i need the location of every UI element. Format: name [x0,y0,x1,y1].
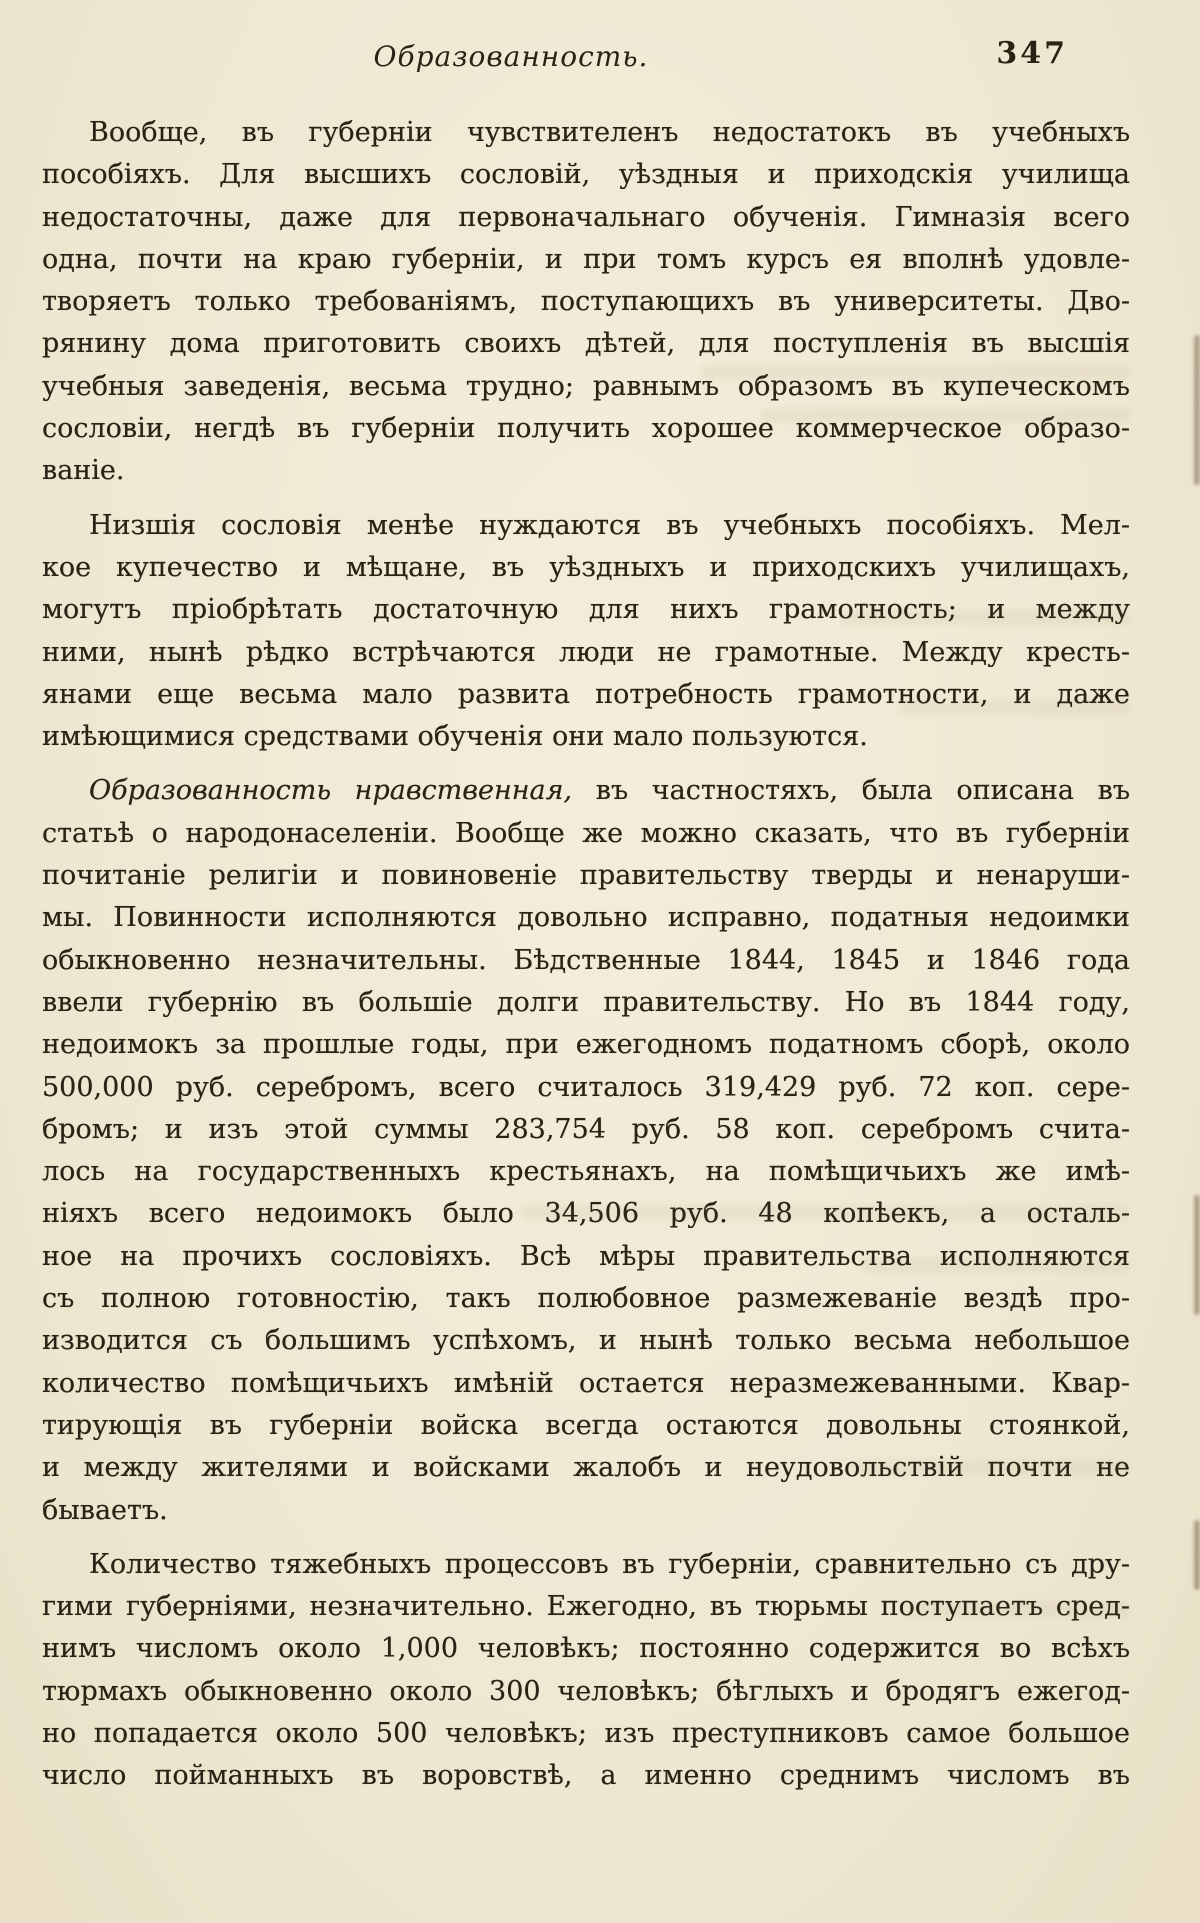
text-line: гими губерніями, незначительно. Ежегодно, въ тюрьмы поступаетъ сред- [42,1591,1130,1623]
scan-artifact [900,700,1130,715]
text-line: почитаніе религіи и повиновеніе правительству тверды и ненаруши- [42,860,1130,892]
scan-artifact [700,365,1130,380]
text-line: Вообще, въ губерніи чувствителенъ недостатокъ въ учебныхъ [89,117,1130,148]
scan-artifact [1194,1195,1200,1315]
text-line: кое купечество и мѣщане, въ уѣздныхъ и приходскихъ училищахъ, [42,551,1130,583]
running-head: Образованность. [373,40,649,73]
scan-artifact [850,1460,1130,1475]
text-line: имѣющимися средствами обученія они мало пользуются. [42,721,868,753]
page-header [0,0,1200,100]
text-line: янами еще весьма мало развита потребность грамотности, и даже [42,678,1130,710]
text-line: лось на государственныхъ крестьянахъ, на помѣщичьихъ же имѣ- [42,1156,1130,1188]
text-line: учебныя заведенія, весьма трудно; равнымъ образомъ въ купеческомъ [42,370,1130,402]
text-line: 500,000 руб. серебромъ, всего считалось 319,429 руб. 72 коп. сере- [42,1071,1130,1103]
text-line: одна, почти на краю губерніи, и при томъ курсъ ея вполнѣ удовле- [42,243,1130,275]
text-line: обыкновенно незначительны. Бѣдственные 1844, 1845 и 1846 года [42,944,1130,976]
text-line: недостаточны, даже для первоначальнаго обученія. Гимназія всего [42,201,1130,233]
paragraph [42,505,1130,759]
text-line: пособіяхъ. Для высшихъ сословій, уѣздныя и приходскія училища [42,159,1130,191]
text-line: число пойманныхъ въ воровствѣ, а именно среднимъ числомъ въ [42,1760,1130,1792]
scan-artifact [760,408,1130,423]
page-number: 347 [996,36,1068,71]
text-line: бываетъ. [42,1494,168,1526]
text-line: изводится съ большимъ успѣхомъ, и нынѣ только весьма небольшое [42,1325,1130,1357]
text-line: Низшія сословія менѣе нуждаются въ учебныхъ пособіяхъ. Мел- [89,509,1130,541]
text-line: Количество тяжебныхъ процессовъ въ губерніи, сравнительно съ дру- [89,1548,1130,1580]
text-line: съ полною готовностію, такъ полюбовное размежеваніе вездѣ про- [42,1283,1130,1315]
text-line: нимъ числомъ около 1,000 человѣкъ; постоянно содержится во всѣхъ [42,1633,1130,1665]
paragraph [42,1544,1130,1798]
text-line: рянину дома приготовить своихъ дѣтей, для поступленія въ высшія [42,328,1130,360]
scan-artifact [520,1205,1130,1220]
text-line: ное на прочихъ сословіяхъ. Всѣ мѣры правительства исполняются [42,1240,1130,1272]
paragraph [42,770,1130,1531]
text-line: недоимокъ за прошлые годы, при ежегодномъ податномъ сборѣ, около [42,1029,1130,1061]
text-line: тюрмахъ обыкновенно около 300 человѣкъ; бѣглыхъ и бродягъ ежегод- [42,1675,1130,1707]
scan-artifact [840,610,1130,625]
text-line: и между жителями и войсками жалобъ и неудовольствій почти не [42,1452,1130,1484]
text-line: могутъ пріобрѣтать достаточную для нихъ грамотность; и между [42,594,1130,626]
text-line: ваніе. [42,455,125,487]
text-line: ніяхъ всего недоимокъ было 34,506 руб. 48 копѣекъ, а осталь- [42,1198,1130,1230]
text-line: тирующія въ губерніи войска всегда остаются довольны стоянкой, [42,1409,1130,1441]
text-line: статьѣ о народонаселеніи. Вообще же можно сказать, что въ губерніи [42,817,1130,849]
text-line: творяетъ только требованіямъ, поступающихъ въ университеты. Дво- [42,286,1130,318]
text-line: ввели губернію въ большіе долги правительству. Но въ 1844 году, [42,986,1130,1018]
paragraph [42,112,1130,493]
text-line: ними, нынѣ рѣдко встрѣчаются люди не грамотные. Между кресть- [42,636,1130,668]
text-line: количество помѣщичьихъ имѣній остается неразмежеванными. Квар- [42,1367,1130,1399]
scan-artifact [1194,1520,1200,1590]
text-line: мы. Повинности исполняются довольно исправно, податныя недоимки [42,902,1130,934]
text-line: Образованность нравственная, въ частностяхъ, была описана въ [89,775,1130,807]
scan-artifact [900,1602,1130,1617]
text-line: сословіи, негдѣ въ губерніи получить хорошее коммерческое образо- [42,413,1130,445]
text-line: бромъ; и изъ этой суммы 283,754 руб. 58 коп. серебромъ счита- [42,1113,1130,1145]
scan-artifact [1194,335,1200,485]
scan-artifact [860,1258,1130,1273]
text-line: но попадается около 500 человѣкъ; изъ преступниковъ самое большое [42,1717,1130,1749]
